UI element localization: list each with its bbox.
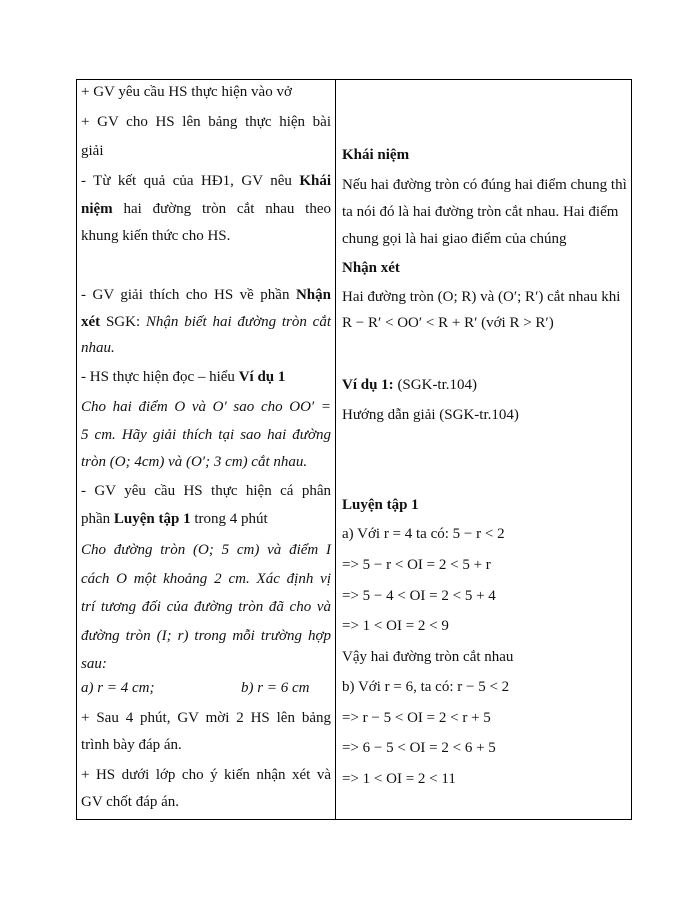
left-line-7: - GV giải thích cho HS về phần Nhận <box>81 287 331 303</box>
answer-a-1: a) Với r = 4 ta có: 5 − r < 2 <box>342 526 505 542</box>
right-line-4: Hai đường tròn (O; R) và (O′; R′) cắt nhau khi <box>342 289 621 305</box>
right-line-3: chung gọi là hai giao điểm của chúng <box>342 231 567 247</box>
left-line-22: + Sau 4 phút, GV mời 2 HS lên bảng <box>81 710 331 726</box>
lesson-table <box>76 79 632 820</box>
left-line-23: trình bày đáp án. <box>81 737 182 753</box>
left-line-24: + HS dưới lớp cho ý kiến nhận xét và <box>81 767 331 783</box>
right-line-2: ta nói đó là hai đường tròn cắt nhau. Hai điểm <box>342 204 619 220</box>
example-guide: Hướng dẫn giải (SGK-tr.104) <box>342 407 519 423</box>
left-line-18: trí tương đối của đường tròn đã cho và <box>81 599 331 615</box>
heading-luyen-tap: Luyện tập 1 <box>342 497 419 513</box>
answer-b-1: b) Với r = 6, ta có: r − 5 < 2 <box>342 679 510 695</box>
heading-nhan-xet: Nhận xét <box>342 260 400 276</box>
left-line-9: nhau. <box>81 340 115 356</box>
column-divider <box>335 80 336 819</box>
answer-a-5: Vậy hai đường tròn cắt nhau <box>342 649 514 665</box>
left-line-25: GV chốt đáp án. <box>81 794 180 810</box>
left-line-3: giải <box>81 143 104 159</box>
left-line-21a: a) r = 4 cm; <box>81 680 155 696</box>
left-line-2: + GV cho HS lên bảng thực hiện bài <box>81 114 331 130</box>
left-line-8: xét SGK: Nhận biết hai đường tròn cắt <box>81 314 331 330</box>
answer-a-3: => 5 − 4 < OI = 2 < 5 + 4 <box>342 588 496 604</box>
left-line-6: khung kiến thức cho HS. <box>81 228 231 244</box>
left-line-11: Cho hai điểm O và O′ sao cho OO′ = <box>81 399 331 415</box>
answer-a-2: => 5 − r < OI = 2 < 5 + r <box>342 557 491 573</box>
left-line-14: - GV yêu cầu HS thực hiện cá phân <box>81 483 331 499</box>
left-line-17: cách O một khoảng 2 cm. Xác định vị <box>81 571 331 587</box>
left-line-13: tròn (O; 4cm) và (O′; 3 cm) cắt nhau. <box>81 454 308 470</box>
left-line-21b: b) r = 6 cm <box>241 680 310 696</box>
answer-b-4: => 1 < OI = 2 < 11 <box>342 771 456 787</box>
answer-b-2: => r − 5 < OI = 2 < r + 5 <box>342 710 491 726</box>
right-line-5: R − R′ < OO′ < R + R′ (với R > R′) <box>342 315 554 331</box>
example-1: Ví dụ 1: (SGK-tr.104) <box>342 377 478 393</box>
answer-b-3: => 6 − 5 < OI = 2 < 6 + 5 <box>342 740 496 756</box>
right-line-1: Nếu hai đường tròn có đúng hai điểm chung thì <box>342 177 627 193</box>
heading-khai-niem: Khái niệm <box>342 147 410 163</box>
answer-a-4: => 1 < OI = 2 < 9 <box>342 618 449 634</box>
left-line-20: sau: <box>81 656 107 672</box>
left-line-10: - HS thực hiện đọc – hiểu Ví dụ 1 <box>81 369 286 385</box>
left-line-1: + GV yêu cầu HS thực hiện vào vở <box>81 84 292 100</box>
left-line-4: - Từ kết quả của HĐ1, GV nêu Khái <box>81 173 331 189</box>
left-line-19: đường tròn (I; r) trong mỗi trường hợp <box>81 628 331 644</box>
left-line-15: phần Luyện tập 1 trong 4 phút <box>81 511 268 527</box>
left-line-12: 5 cm. Hãy giải thích tại sao hai đường <box>81 427 331 443</box>
left-line-5: niệm hai đường tròn cắt nhau theo <box>81 201 331 217</box>
left-line-16: Cho đường tròn (O; 5 cm) và điểm I <box>81 542 331 558</box>
